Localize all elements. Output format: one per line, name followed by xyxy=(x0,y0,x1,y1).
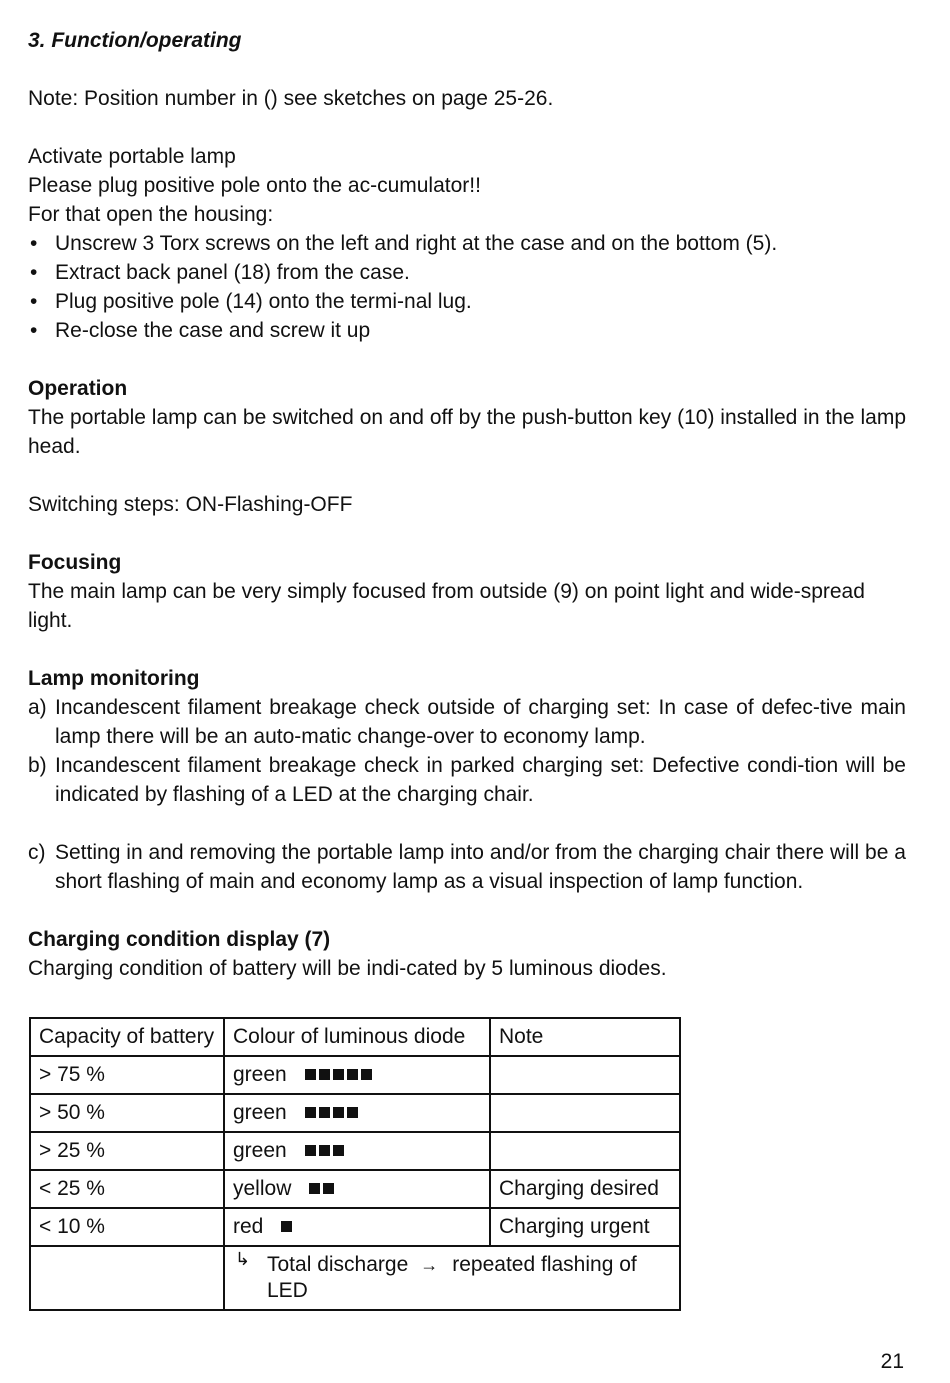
focusing-heading: Focusing xyxy=(28,551,122,574)
diode-square-icon xyxy=(333,1069,344,1080)
section-title: 3. Function/operating xyxy=(28,29,242,52)
discharge-text: LED xyxy=(267,1279,308,1302)
colour-label: red xyxy=(233,1215,264,1238)
note-cell xyxy=(490,1094,680,1132)
monitoring-heading: Lamp monitoring xyxy=(28,667,200,690)
list-item: • Plug positive pole (14) onto the termi-nal lug. xyxy=(28,287,906,316)
discharge-note xyxy=(233,1249,671,1304)
diode-square-icon xyxy=(333,1145,344,1156)
table-row xyxy=(30,1208,680,1246)
list-item xyxy=(28,838,906,896)
document-page xyxy=(28,26,906,983)
diode-square-icon xyxy=(319,1145,330,1156)
diode-square-icon xyxy=(347,1107,358,1118)
table-row xyxy=(30,1246,680,1310)
activate-line: For that open the housing: xyxy=(28,203,274,226)
diode-square-icon xyxy=(305,1069,316,1080)
capacity-cell: < 25 % xyxy=(30,1170,224,1208)
diode-square-icon xyxy=(281,1221,292,1232)
list-item-text: Incandescent filament breakage check in parked charging set: Defective condi-tion will be indicated by flashing of a LED at the charging chair. xyxy=(55,754,906,806)
colour-cell xyxy=(224,1170,490,1208)
charging-heading: Charging condition display (7) xyxy=(28,928,331,951)
colour-label: green xyxy=(233,1101,287,1124)
diode-square-icon xyxy=(319,1107,330,1118)
diode-square-icon xyxy=(323,1183,334,1194)
column-header: Colour of luminous diode xyxy=(224,1018,490,1056)
column-header: Capacity of battery xyxy=(30,1018,224,1056)
colour-label: green xyxy=(233,1139,287,1162)
list-item xyxy=(28,751,906,809)
diode-square-icon xyxy=(305,1107,316,1118)
activate-line: Activate portable lamp xyxy=(28,145,236,168)
diode-square-icon xyxy=(333,1107,344,1118)
colour-label: green xyxy=(233,1063,287,1086)
list-item: • Re-close the case and screw it up xyxy=(28,316,906,345)
capacity-cell: > 25 % xyxy=(30,1132,224,1170)
discharge-text: Total discharge xyxy=(267,1253,409,1276)
note-cell xyxy=(490,1132,680,1170)
capacity-cell: > 50 % xyxy=(30,1094,224,1132)
diode-indicator xyxy=(305,1101,361,1124)
capacity-cell: > 75 % xyxy=(30,1056,224,1094)
colour-cell xyxy=(224,1132,490,1170)
diode-indicator xyxy=(305,1063,375,1086)
note-cell: Charging urgent xyxy=(490,1208,680,1246)
list-marker: c) xyxy=(28,841,46,864)
operation-text: The portable lamp can be switched on and off by the push-button key (10) installed in the lamp head. xyxy=(28,406,906,458)
discharge-cell xyxy=(224,1246,680,1310)
capacity-cell: < 10 % xyxy=(30,1208,224,1246)
return-arrow-icon: ↳ xyxy=(235,1249,251,1269)
list-item-text: Setting in and removing the portable lamp into and/or from the charging chair there will be a short flashing of main and economy lamp as a visual inspection of lamp function. xyxy=(55,841,906,893)
diode-square-icon xyxy=(347,1069,358,1080)
column-header: Note xyxy=(490,1018,680,1056)
list-marker: a) xyxy=(28,696,47,719)
note-text: Note: Position number in () see sketches on page 25-26. xyxy=(28,87,554,110)
monitoring-list xyxy=(28,693,906,896)
spacer xyxy=(28,809,906,838)
table-row xyxy=(30,1094,680,1132)
activate-line: Please plug positive pole onto the ac-cumulator!! xyxy=(28,174,481,197)
page-number: 21 xyxy=(880,1350,904,1373)
table-header-row xyxy=(30,1018,680,1056)
colour-cell xyxy=(224,1094,490,1132)
table-row xyxy=(30,1132,680,1170)
diode-square-icon xyxy=(361,1069,372,1080)
note-cell xyxy=(490,1056,680,1094)
diode-indicator xyxy=(281,1215,295,1238)
diode-square-icon xyxy=(305,1145,316,1156)
charging-text: Charging condition of battery will be indi-cated by 5 luminous diodes. xyxy=(28,957,667,980)
list-item: • Extract back panel (18) from the case. xyxy=(28,258,906,287)
note-cell: Charging desired xyxy=(490,1170,680,1208)
list-item xyxy=(28,693,906,751)
list-item: • Unscrew 3 Torx screws on the left and right at the case and on the bottom (5). xyxy=(28,229,906,258)
battery-capacity-table xyxy=(29,1017,681,1311)
operation-heading: Operation xyxy=(28,377,128,400)
diode-indicator xyxy=(305,1139,347,1162)
discharge-text: repeated flashing of xyxy=(452,1253,637,1276)
right-arrow-icon: → xyxy=(420,1255,439,1275)
table-row xyxy=(30,1170,680,1208)
list-marker: b) xyxy=(28,754,47,777)
diode-square-icon xyxy=(319,1069,330,1080)
colour-label: yellow xyxy=(233,1177,292,1200)
list-item-text: Incandescent filament breakage check outside of charging set: In case of defec-tive main lamp there will be an auto-matic change-over to economy lamp. xyxy=(55,696,906,748)
colour-cell xyxy=(224,1056,490,1094)
empty-cell xyxy=(30,1246,224,1310)
housing-steps-list xyxy=(28,229,906,345)
focusing-text: The main lamp can be very simply focused from outside (9) on point light and wide-spread light. xyxy=(28,580,865,632)
colour-cell xyxy=(224,1208,490,1246)
table-row xyxy=(30,1056,680,1094)
diode-square-icon xyxy=(309,1183,320,1194)
diode-indicator xyxy=(309,1177,337,1200)
switching-steps: Switching steps: ON-Flashing-OFF xyxy=(28,493,353,516)
